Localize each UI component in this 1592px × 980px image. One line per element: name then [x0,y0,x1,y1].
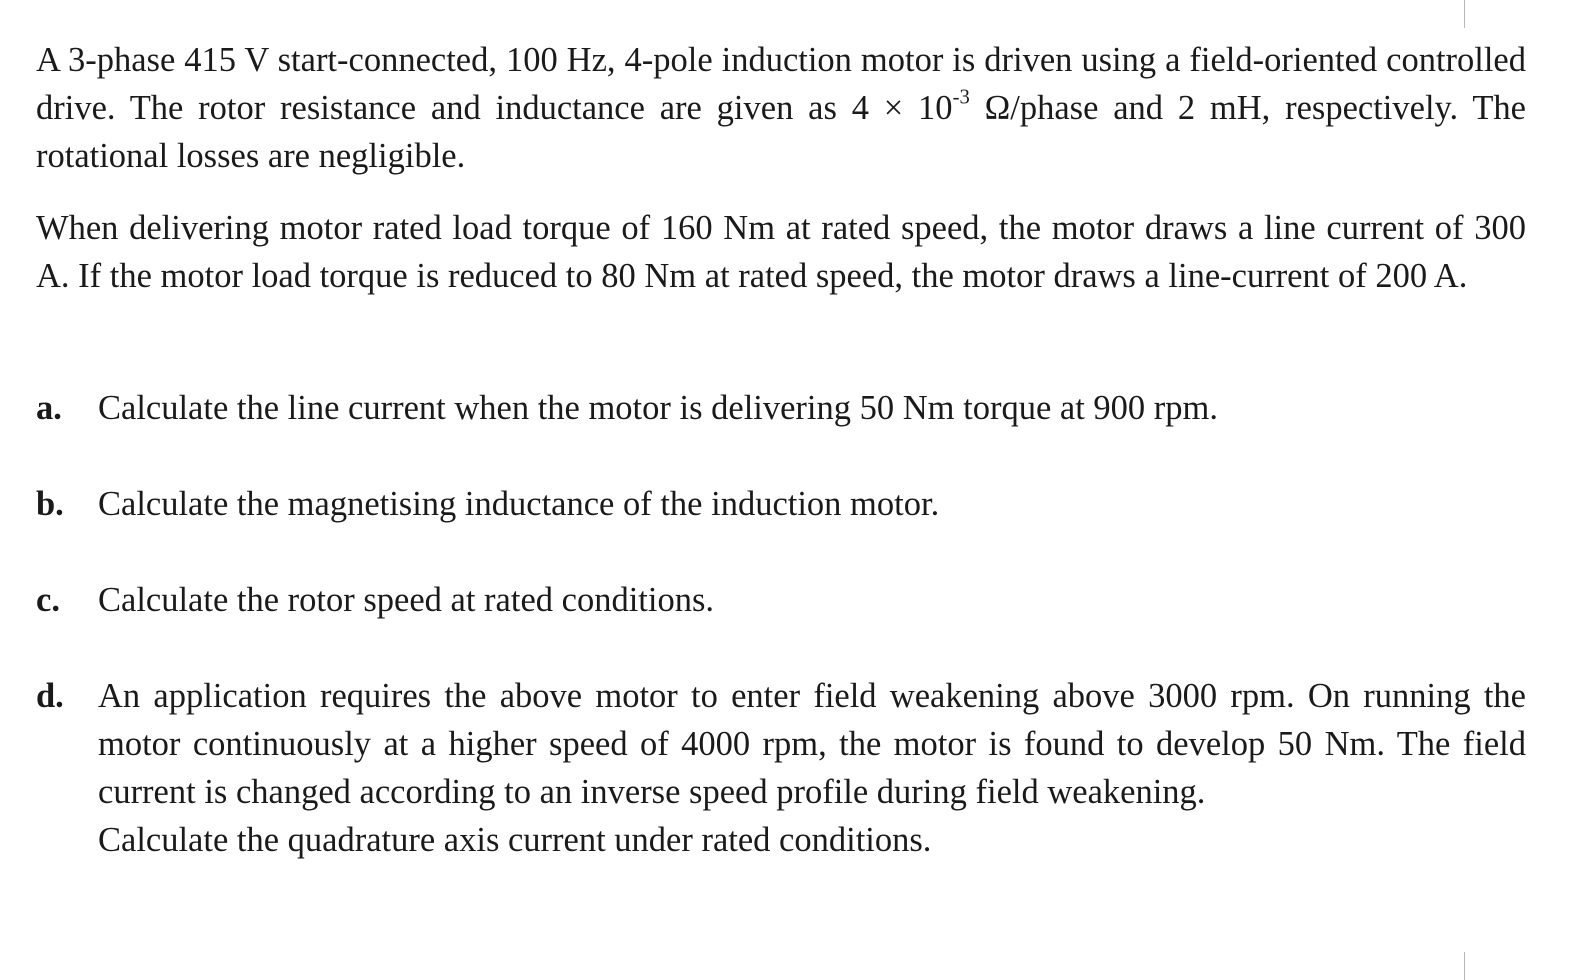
question-a [36,384,1526,432]
conditions-paragraph: When delivering motor rated load torque of 160 Nm at rated speed, the motor draws a line current of 300 A. If the motor load torque is reduced to 80 Nm at rated speed, the motor draws a line-current of 200 A. [36,209,1526,295]
question-label: d. [36,677,64,715]
question-c [36,576,1526,624]
question-text: Calculate the magnetising inductance of the induction motor. [98,485,940,523]
question-text: Calculate the rotor speed at rated conditions. [98,581,714,619]
problem-statement [36,36,1526,300]
exponent: -3 [952,86,970,109]
intro-paragraph [36,36,1526,180]
question-d [36,672,1526,864]
question-text: An application requires the above motor to enter field weakening above 3000 rpm. On running the motor continuously at a higher speed of 4000 rpm, the motor is found to develop 50 Nm. The field current is changed according to an inverse speed profile during field weakening. [98,677,1526,811]
page-edge-mark-bottom [1464,952,1465,980]
question-label: b. [36,485,64,523]
question-b [36,480,1526,528]
intro-text: A 3-phase 415 V start-connected, 100 Hz, 4-pole induction motor is driven using a field-oriented controlled drive. The rotor resistance and inductance are given as 4 × 10 [36,41,1526,127]
intro-text-continued: Ω/phase and 2 mH, respectively. The rotational losses are negligible. [36,89,1526,175]
page-edge-mark-top [1464,0,1465,28]
question-text: Calculate the line current when the motor is delivering 50 Nm torque at 900 rpm. [98,389,1218,427]
question-label: c. [36,581,60,619]
question-text-followup: Calculate the quadrature axis current under rated conditions. [98,821,932,859]
question-label: a. [36,389,62,427]
